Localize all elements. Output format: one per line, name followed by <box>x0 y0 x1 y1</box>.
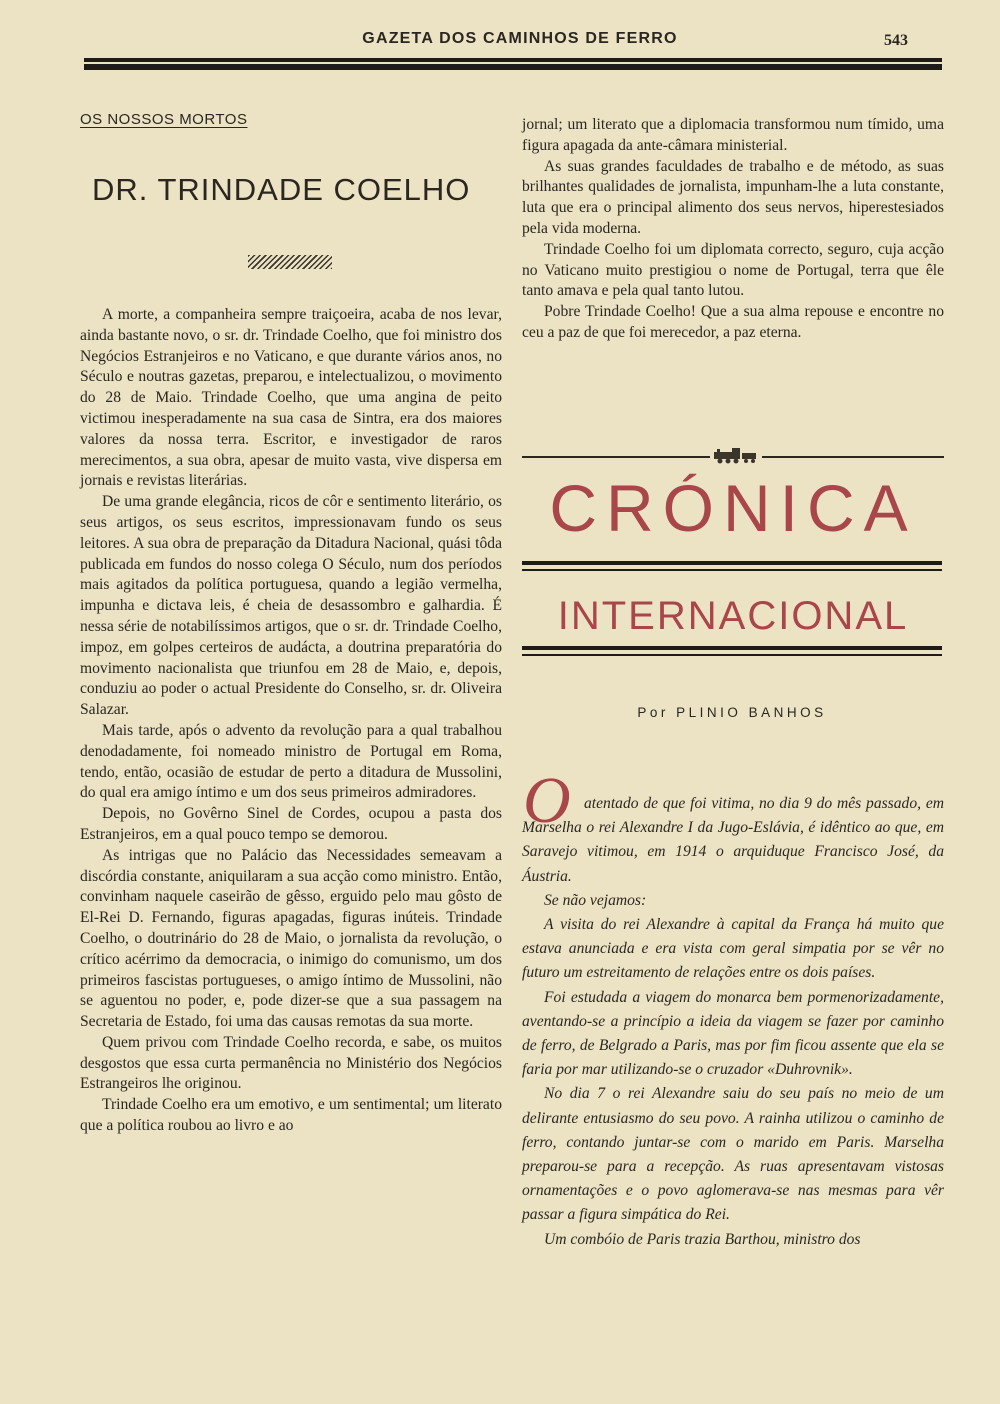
paragraph: Se não vejamos: <box>544 891 647 909</box>
obituary-body <box>80 305 502 1137</box>
paragraph: As intrigas que no Palácio das Necessidades semeavam a discórdia constante, aniquilaram a sua acção como ministro. Então, convinham naquele caseirão de gêsso, erguido pelo mau gôsto de El-Rei D. Fernando, figuras apagadas, figuras inúteis. Trindade Coelho, o doutrinário do 28 de Maio, o jornalista da revolução, o crítico acérrimo da democracia, o inimigo do comunismo, um dos primeiros fascistas portugueses, o amigo íntimo de Mussolini, não se aguentou no poder, e, pode dizer-se que a sua passagem na Secretaria de Estado, foi uma das causas remotas da sua morte. <box>80 846 502 1031</box>
paragraph: Um combóio de Paris trazia Barthou, ministro dos <box>544 1230 861 1248</box>
paragraph: De uma grande elegância, ricos de côr e sentimento literário, os seus artigos, os seus escritos, impressionavam fundo os seus leitores. A sua obra de preparação da Ditadura Nacional, quási tôda publicada em fundos do nosso colega O Século, num dos períodos mais agitados da política portuguesa, quando a legião vermelha, impunha e dictava leis, é cheia de desassombro e galhardia. É nessa série de notabilíssimos artigos, que o sr. dr. Trindade Coelho, impoz, em golpes certeiros de audácta, a doutrina preparatória do movimento nacionalista que triunfou em 28 de Maio, e, depois, conduziu ao poder o actual Presidente do Conselho, sr. dr. Oliveira Salazar. <box>80 493 502 719</box>
title-ornament <box>248 255 332 269</box>
paragraph: Trindade Coelho era um emotivo, e um sentimental; um literato que a política roubou ao livro e ao <box>80 1096 502 1135</box>
cronica-title: CRÓNICA <box>549 471 917 545</box>
drop-cap: O <box>523 764 571 837</box>
paragraph: jornal; um literato que a diplomacia transformou num tímido, uma figura apagada da ante-câmara ministerial. <box>522 116 944 154</box>
paragraph: Pobre Trindade Coelho! Que a sua alma repouse e encontre no ceu a paz de que foi merecedor, a paz eterna. <box>522 303 944 341</box>
heading-rule-thin <box>522 654 942 656</box>
header-rule <box>84 58 942 62</box>
cronica-body <box>522 792 944 1252</box>
heading-rule-thick <box>522 561 942 565</box>
section-label: OS NOSSOS MORTOS <box>80 111 248 128</box>
article-title: DR. TRINDADE COELHO <box>92 172 471 207</box>
separator-rule <box>762 456 944 458</box>
header-rule-thick <box>84 64 942 70</box>
publication-title: GAZETA DOS CAMINHOS DE FERRO <box>362 30 678 47</box>
paragraph: Mais tarde, após o advento da revolução para a qual trabalhou denodadamente, foi nomeado ministro de Portugal em Roma, tendo, então, ocasião de estudar de perto a ditadura de Mussolini, do qual era amigo íntimo e um dos seus primeiros admiradores. <box>80 721 502 802</box>
separator-rule <box>522 456 710 458</box>
paragraph: Foi estudada a viagem do monarca bem pormenorizadamente, aventando-se a princípio a ideia da viagem se fazer por caminho de ferro, de Belgrado a Paris, mas por fim ficou assente que ela se faria por mar utilizando-se o cruzador «Duhrovnik». <box>522 988 944 1079</box>
paragraph: A morte, a companheira sempre traiçoeira, acaba de nos levar, ainda bastante novo, o sr. dr. Trindade Coelho, que foi ministro dos Negócios Estranjeiros e no Vaticano, e que durante vários anos, no Século e noutras gazetas, preparou, e intelectualizou, o movimento do 28 de Maio. Trindade Coelho, que uma angina de peito victimou inesperadamente na sua casa de Sintra, era dos maiores valores da nossa terra. Escritor, e investigador de raros merecimentos, a sua obra, apesar de muito vasta, vive dispersa em jornais e revistas literárias. <box>80 306 502 490</box>
lead-paragraph: atentado de que foi vitima, no dia 9 do mês passado, em Marselha o rei Alexandre I da Jugo-Eslávia, é idêntico ao que, em Saravejo vitimou, em 1914 o arquiduque Francisco José, da Áustria. <box>522 795 944 885</box>
paragraph: As suas grandes faculdades de trabalho e de método, as suas brilhantes qualidades de jornalista, impunham-lhe a luta constante, luta que era o principal alimento dos seus nervos, hiperestesiados pela vida moderna. <box>522 157 944 237</box>
paragraph: Quem privou com Trindade Coelho recorda, e sabe, os muitos desgostos que essa curta permanência no Ministério dos Negócios Estrangeiros lhe originou. <box>80 1033 502 1093</box>
cronica-subtitle: INTERNACIONAL <box>557 594 909 638</box>
obituary-continuation <box>522 115 944 344</box>
heading-rule-thin <box>522 569 942 571</box>
paragraph: No dia 7 o rei Alexandre saiu do seu país no meio de um delirante entusiasmo do seu povo. A rainha utilizou o caminho de ferro, contando juntar-se com o marido em Paris. Marselha preparou-se para a recepção. As ruas apresentavam vistosas ornamentações e o povo aglomerava-se nas mesmas para vêr passar a figura simpática do Rei. <box>522 1085 944 1224</box>
train-icon <box>712 446 760 464</box>
byline: Por PLINIO BANHOS <box>637 705 827 720</box>
paragraph: Trindade Coelho foi um diplomata correcto, seguro, cuja acção no Vaticano muito prestigiou o nome de Portugal, terra que êle tanto amava e pela qual tanto lutou. <box>522 240 944 300</box>
page-number: 543 <box>884 32 908 49</box>
paragraph: Depois, no Govêrno Sinel de Cordes, ocupou a pasta dos Estranjeiros, em a qual pouco tempo se demorou. <box>80 805 502 843</box>
paragraph: A visita do rei Alexandre à capital da França há muito que estava anunciada e era vista com geral simpatia por se vêr no futuro um estreitamento de relações entre os dois países. <box>522 916 944 982</box>
heading-rule-thick <box>522 646 942 650</box>
